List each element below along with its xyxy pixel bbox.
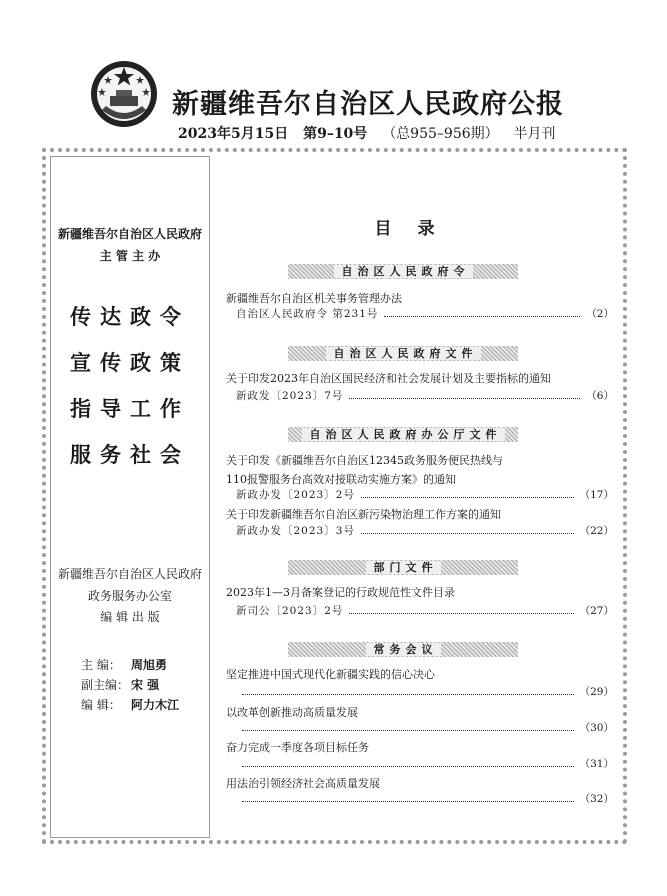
sponsor-line: 新疆维吾尔自治区人民政府 [57, 227, 202, 241]
page-number: （29） [579, 686, 614, 698]
page-number: （30） [579, 722, 614, 734]
page-number: （6） [586, 390, 614, 402]
page-number: （17） [579, 489, 614, 501]
motto: 宣传政策 [70, 351, 190, 375]
gazette-title: 新疆维吾尔自治区人民政府公报 [172, 89, 564, 120]
publisher-role: 编 辑 出 版 [100, 610, 160, 624]
editor-row: 主 编： 周旭勇 [81, 658, 168, 672]
page-number: （2） [586, 308, 614, 320]
section-heading: 常务会议 [288, 642, 518, 657]
toc-entry-line[interactable] [236, 720, 614, 736]
publication-frequency: 半月刊 [513, 126, 556, 142]
toc-entry-line[interactable] [236, 756, 614, 772]
toc-entry-title[interactable]: 关于印发2023年自治区国民经济和社会发展计划及主要指标的通知 [226, 372, 551, 385]
toc-entry-line[interactable]: 新政发〔2023〕7号 （6） [236, 390, 614, 402]
national-emblem-icon [88, 58, 160, 130]
page-number: （31） [579, 758, 614, 770]
page-number: （32） [579, 793, 614, 805]
publisher-office: 政务服务办公室 [87, 589, 172, 603]
issue-number: 第9–10号 [303, 126, 368, 142]
publisher-line: 新疆维吾尔自治区人民政府 [57, 567, 202, 581]
editor-row: 副主编： 宋 强 [81, 678, 160, 692]
toc-entry-title[interactable]: 奋力完成一季度各项目标任务 [226, 741, 369, 754]
toc-entry-title[interactable]: 用法治引领经济社会高质量发展 [226, 777, 380, 790]
toc-entry-title[interactable]: 关于印发新疆维吾尔自治区新污染物治理工作方案的通知 [226, 508, 501, 521]
editor-list [81, 655, 179, 715]
toc-entry-line[interactable]: 新司公〔2023〕2号 （27） [236, 605, 614, 617]
toc-entry-line[interactable] [236, 684, 614, 700]
editor-row: 编 辑： 阿力木江 [81, 698, 180, 712]
toc-entry-title[interactable]: 新疆维吾尔自治区机关事务管理办法 [226, 292, 402, 305]
toc-title: 目录 [374, 219, 461, 239]
toc-entry-line[interactable]: 新政办发〔2023〕3号 （22） [236, 525, 614, 537]
sponsor-role: 主 管 主 办 [99, 249, 161, 263]
toc-entry-line[interactable]: 自治区人民政府令 第231号 （2） [236, 308, 614, 320]
toc-entry-title[interactable]: 2023年1—3月备案登记的行政规范性文件目录 [226, 586, 455, 599]
toc-entry-line[interactable] [236, 791, 614, 807]
section-heading: 自治区人民政府办公厅文件 [288, 427, 518, 442]
toc-entry-title[interactable]: 坚定推进中国式现代化新疆实践的信心决心 [226, 668, 435, 681]
sidebar [50, 156, 210, 838]
motto: 传达政令 [70, 305, 190, 329]
section-heading: 自治区人民政府文件 [288, 346, 518, 361]
page-number: （22） [579, 525, 614, 537]
toc-entry-title-cont[interactable]: 110报警服务台高效对接联动实施方案》的通知 [226, 473, 456, 486]
issue-date: 2023年5月15日 [178, 126, 289, 142]
motto: 服务社会 [70, 443, 190, 467]
toc-entry-title[interactable]: 以改革创新推动高质量发展 [226, 706, 358, 719]
motto: 指导工作 [70, 397, 190, 421]
section-heading: 部门文件 [288, 560, 518, 575]
total-issue: （总955–956期） [382, 126, 499, 142]
section-heading: 自治区人民政府令 [288, 264, 518, 279]
table-of-contents [216, 156, 619, 838]
toc-entry-title[interactable]: 关于印发《新疆维吾尔自治区12345政务服务便民热线与 [226, 454, 503, 467]
issue-line [178, 123, 566, 143]
page-number: （27） [579, 605, 614, 617]
toc-entry-line[interactable]: 新政办发〔2023〕2号 （17） [236, 489, 614, 501]
